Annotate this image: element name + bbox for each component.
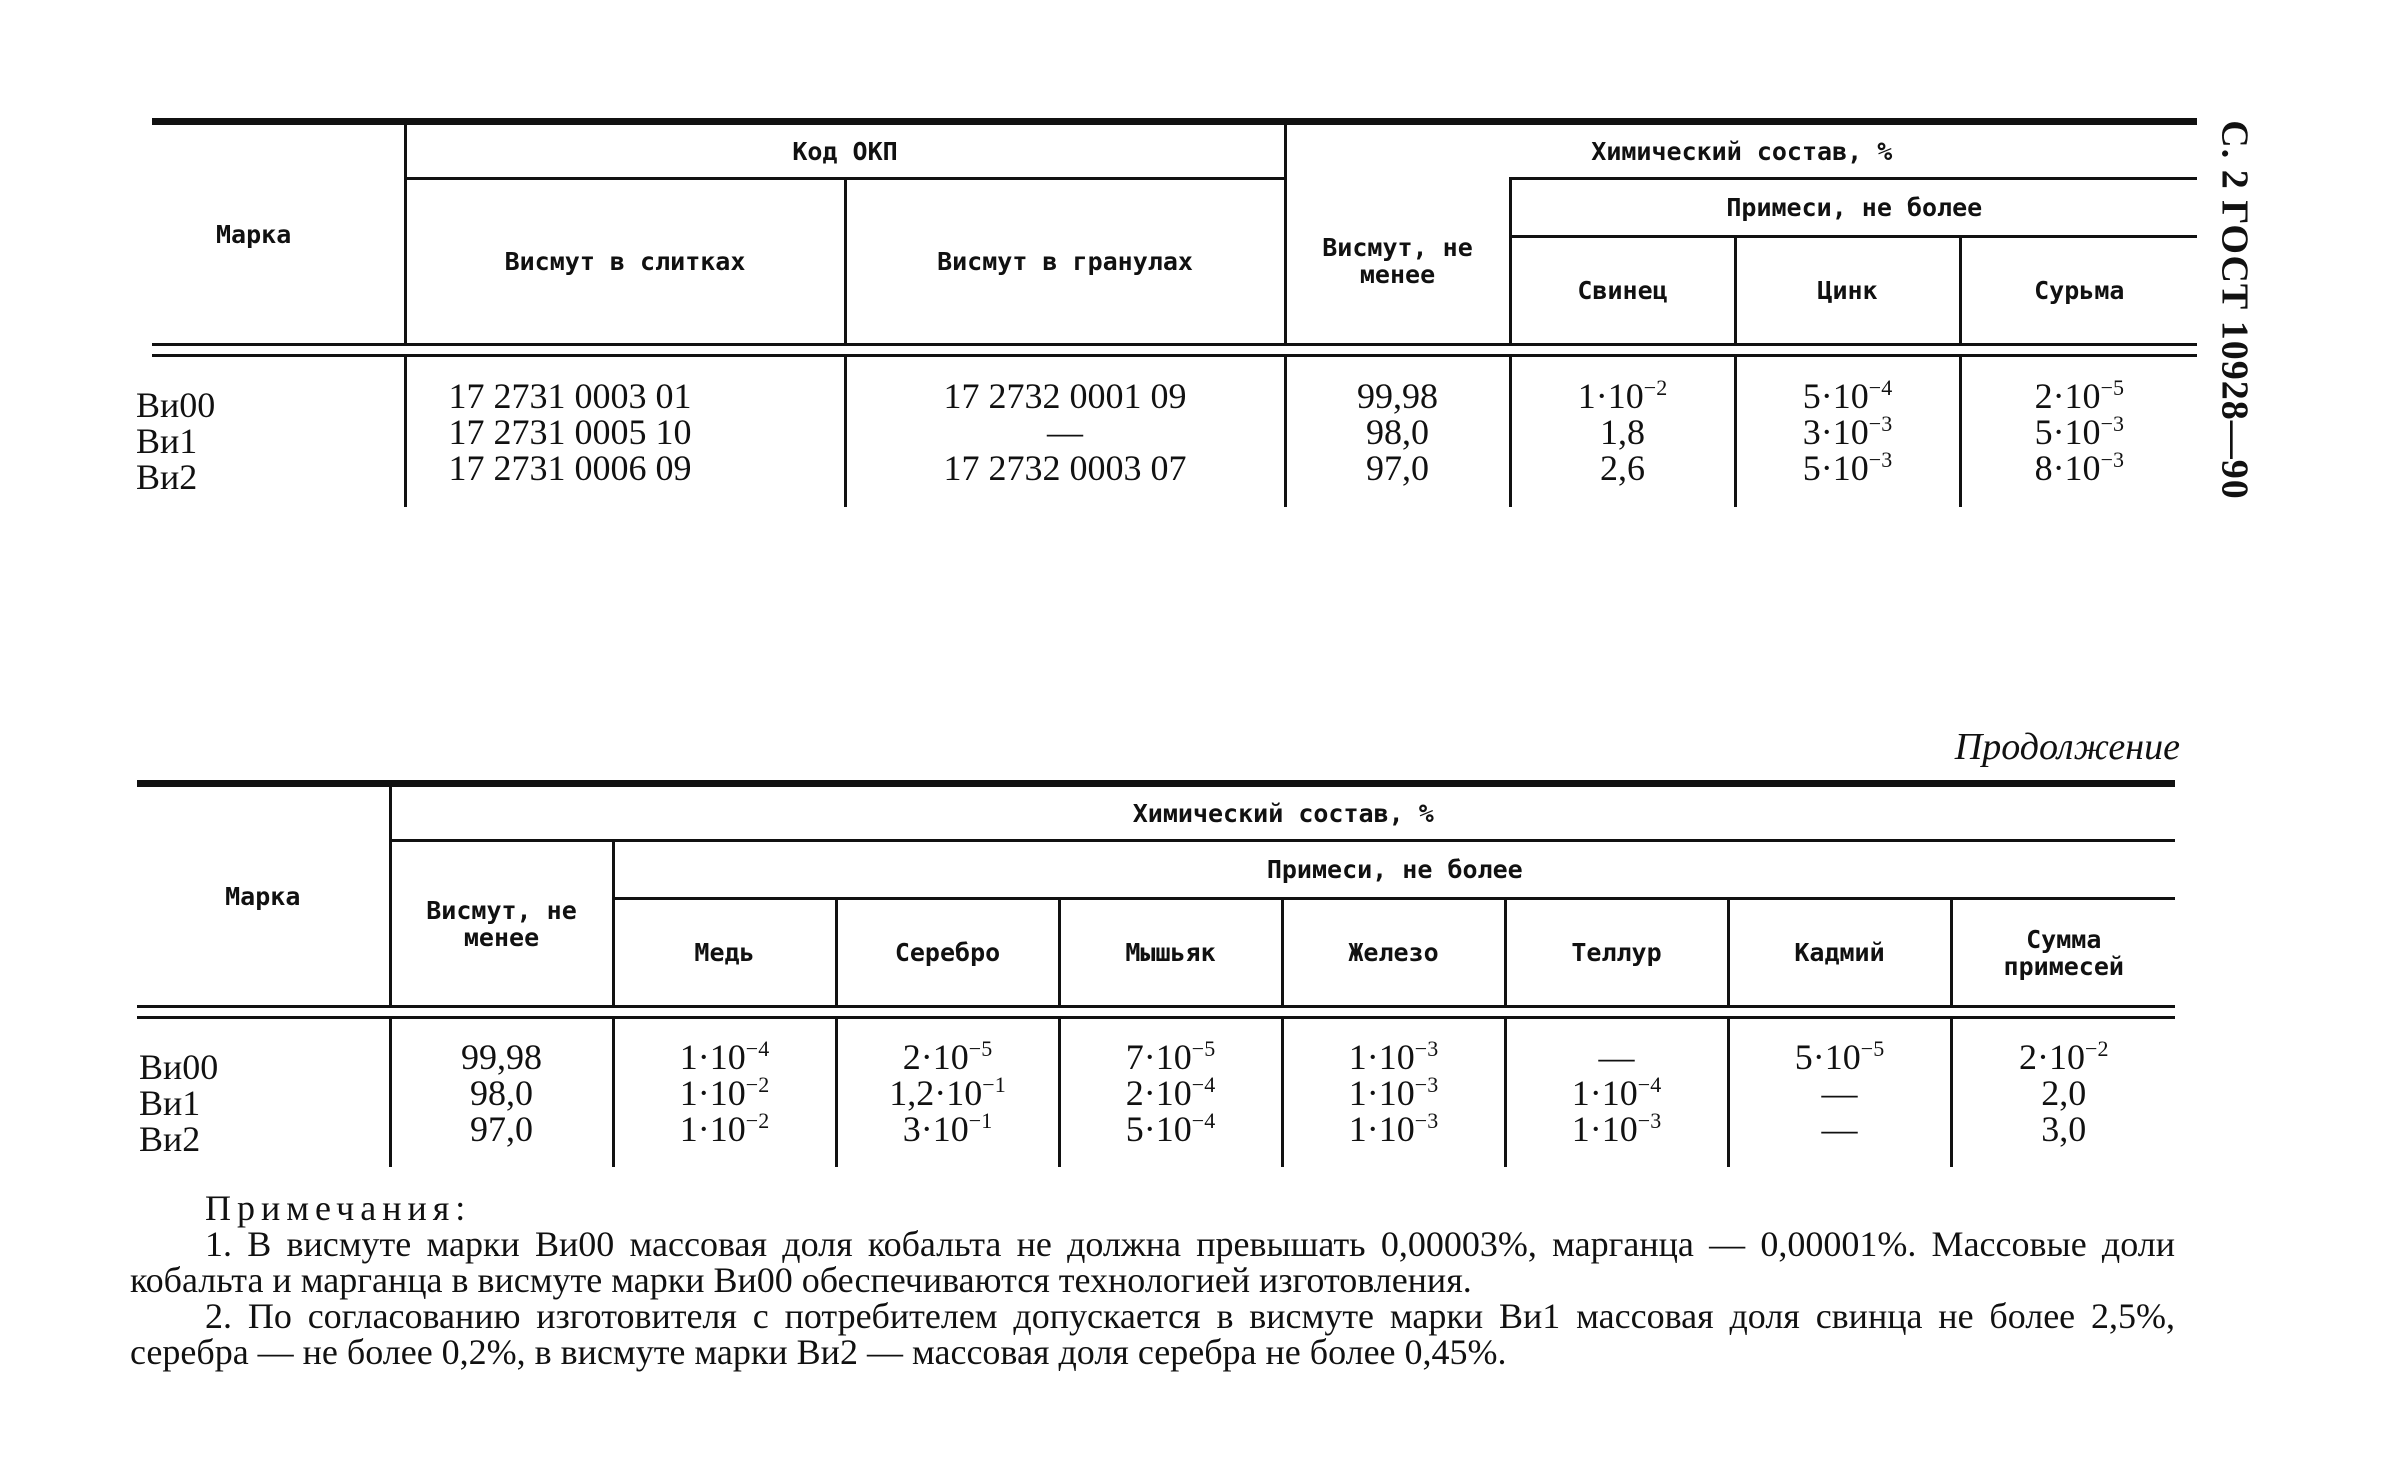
table-cell: $5\cdot 10^{-3}$ [1802,447,1893,488]
table-cell: $1\cdot 10^{-2}$ [679,1072,770,1113]
table-cell: 97,0 [470,1109,533,1149]
note-item: 1. В висмуте марки Ви00 массовая доля кобальта не должна превышать 0,00003%, марганца — 0,00001%. Массовые доли кобальта и марганца в висмуте марки Ви00 обеспечиваются технологией изготовления. [130,1224,2175,1300]
table1-ingots [405,356,845,508]
table2-sum [1951,1018,2175,1168]
table-cell: $1\cdot 10^{-3}$ [1348,1108,1439,1149]
header-zinc: Цинк [1735,237,1960,345]
table2-copper [613,1018,836,1168]
header-bismuth-min: Висмут, не менее [1285,179,1510,345]
table2-tellurium [1505,1018,1728,1168]
header-chem-composition: Химический состав, % [390,784,2175,841]
table-cell: 17 2732 0003 07 [943,448,1187,488]
table-cell: — [1821,1073,1858,1113]
table-cell: $1\cdot 10^{-3}$ [1571,1108,1662,1149]
table-cell: 3,0 [2041,1109,2087,1149]
table-cell: — [1821,1109,1858,1149]
table-cell: $1\cdot 10^{-2}$ [679,1108,770,1149]
table-cell: 1,8 [1600,412,1646,452]
table-cell: $1\cdot 10^{-2}$ [1577,375,1668,416]
header-antimony: Сурьма [2034,276,2125,305]
table-row-mark: Ви2 [136,457,198,497]
table-cell: $5\cdot 10^{-5}$ [1794,1036,1885,1077]
table-cell: 99,98 [461,1037,542,1077]
table-cell: 2,0 [2041,1073,2087,1113]
table-cell: $3\cdot 10^{-1}$ [902,1108,993,1149]
table-row-mark: Ви00 [139,1047,219,1087]
header-impurities: Примеси, не более [613,841,2175,899]
table-cell: $5\cdot 10^{-3}$ [2034,411,2124,452]
table-row-mark: Ви00 [136,385,216,425]
continuation-label: Продолжение [1954,726,2180,768]
header-copper: Медь [613,899,836,1007]
table-cell: $1\cdot 10^{-4}$ [679,1036,770,1077]
table-cell: $3\cdot 10^{-3}$ [1802,411,1893,452]
table1-antimony [1960,356,2197,508]
table1-marks [136,356,405,508]
table-cell: 97,0 [1366,448,1430,488]
header-iron: Железо [1282,899,1505,1007]
header-chem-composition: Химический состав, % [1285,122,2197,179]
table-cell: 98,0 [470,1073,533,1113]
table2-silver [836,1018,1059,1168]
table1-zinc [1735,356,1960,508]
page-header: С. 2 ГОСТ 10928—90 [2214,120,2257,500]
table1-bismuth [1285,356,1510,508]
header-arsenic: Мышьяк [1059,899,1282,1007]
header-tellurium: Теллур [1505,899,1728,1007]
header-mark: Марка [137,784,390,1007]
table-cell: — [1047,412,1083,452]
table1-granules [845,356,1285,508]
table-cell: $5\cdot 10^{-4}$ [1125,1108,1216,1149]
table-cell: 17 2732 0001 09 [943,376,1187,416]
table1-lead [1510,356,1735,508]
header-impurities: Примеси, не более [1510,179,2197,237]
composition-table-2 [137,780,2175,1167]
note-item: 2. По согласованию изготовителя с потребителем допускается в висмуте марки Ви1 массовая доля свинца не более 2,5%, серебра — не более 0,2%, в висмуте марки Ви2 — массовая доля серебра не более 0,45%. [130,1296,2175,1372]
table2-marks [137,1018,390,1168]
table-cell: $5\cdot 10^{-4}$ [1802,375,1893,416]
table-cell: $1,2\cdot 10^{-1}$ [889,1072,1006,1113]
table2-arsenic [1059,1018,1282,1168]
table-cell: 99,98 [1357,376,1439,416]
table2-cadmium [1728,1018,1951,1168]
header-cadmium: Кадмий [1728,899,1951,1007]
table-cell: $1\cdot 10^{-4}$ [1571,1072,1662,1113]
table-row-mark: Ви1 [139,1083,201,1123]
table2-bismuth [390,1018,613,1168]
header-okp: Код ОКП [405,122,1285,179]
table-cell: $2\cdot 10^{-5}$ [2034,375,2124,416]
table-cell: $8\cdot 10^{-3}$ [2034,447,2124,488]
table-cell: $1\cdot 10^{-3}$ [1348,1072,1439,1113]
header-okp-granules: Висмут в гранулах [845,179,1285,345]
table-cell: $2\cdot 10^{-5}$ [902,1036,993,1077]
header-mark: Марка [152,122,405,345]
composition-table-1 [136,118,2197,507]
table-cell: 2,6 [1600,448,1646,488]
table-cell: 17 2731 0006 09 [448,448,692,488]
table-cell: 98,0 [1366,412,1430,452]
header-silver: Серебро [836,899,1059,1007]
table-row-mark: Ви2 [139,1119,201,1159]
table-cell: 17 2731 0003 01 [448,376,692,416]
header-lead: Свинец [1510,237,1735,345]
table2-iron [1282,1018,1505,1168]
table-cell: — [1598,1037,1635,1077]
table-cell: 17 2731 0005 10 [448,412,692,452]
table-cell: $2\cdot 10^{-4}$ [1125,1072,1216,1113]
table-cell: $2\cdot 10^{-2}$ [2019,1036,2109,1077]
header-bismuth-min: Висмут, не менее [390,841,613,1007]
table-row-mark: Ви1 [136,421,198,461]
table-cell: $1\cdot 10^{-3}$ [1348,1036,1439,1077]
header-sum: Сумма примесей [2003,924,2124,981]
notes [130,1190,2175,1370]
header-okp-ingots: Висмут в слитках [405,179,845,345]
notes-title: Примечания: [205,1188,472,1228]
table-cell: $7\cdot 10^{-5}$ [1125,1036,1216,1077]
